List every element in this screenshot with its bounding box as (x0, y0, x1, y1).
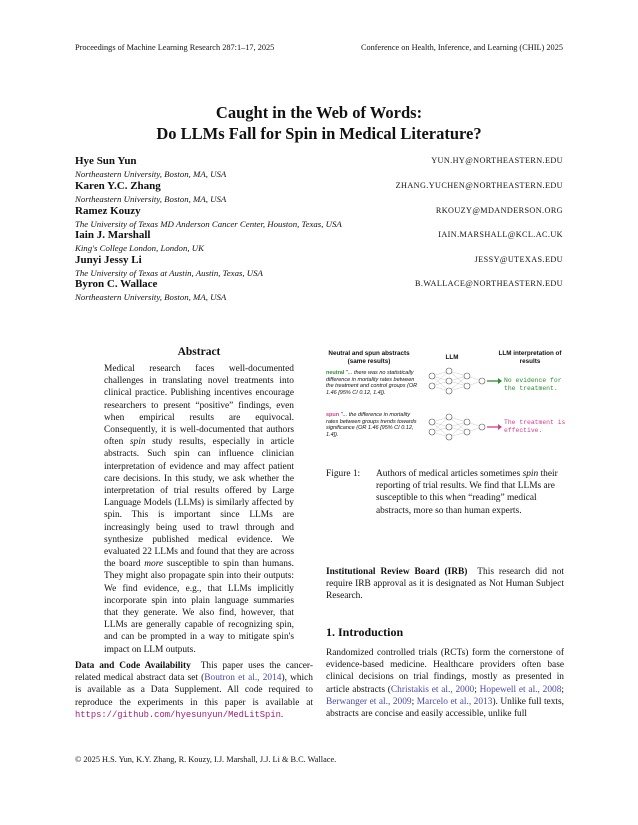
github-url-link[interactable]: https://github.com/hyesunyun/MedLitSpin (75, 709, 281, 720)
author-email[interactable]: YUN.HY@NORTHEASTERN.EDU (431, 156, 563, 165)
figure-1 (326, 350, 564, 450)
data-availability-heading: Data and Code Availability (75, 661, 191, 671)
citation-link[interactable]: Hopewell et al., 2008 (479, 684, 562, 695)
caption-emphasis: spin (522, 469, 539, 479)
irb-paragraph (326, 566, 564, 603)
caption-label: Figure 1: (326, 469, 361, 479)
author-email[interactable]: JESSY@UTEXAS.EDU (474, 255, 563, 264)
caption-body (374, 468, 564, 517)
arrow-icon (487, 378, 502, 384)
llm-output-spun: The treatment is effective. (504, 419, 566, 434)
caption-text: Authors of medical articles sometimes (376, 469, 523, 479)
author-affiliation: King's College London, London, UK (75, 243, 204, 253)
llm-output-neutral: No evidence for the treatment. (504, 377, 562, 392)
author-email[interactable]: IAIN.MARSHALL@KCL.AC.UK (438, 230, 563, 239)
para-text: ), which is available as a Data Supplement. All code required to reproduce the experiments in this paper is available at (75, 673, 313, 708)
neutral-label: neutral (326, 370, 345, 376)
author-name: Karen Y.C. Zhang (75, 180, 161, 192)
neutral-abstract-snippet (326, 370, 422, 396)
author-affiliation: The University of Texas at Austin, Austin, Texas, USA (75, 268, 263, 278)
abstract-emphasis: more (144, 559, 164, 570)
para-text: Randomized controlled trials (RCTs) form the cornerstone of evidence-based medicine. Healthcare providers often base clinical decisions on trial findings, mostly as presented in article abstracts ( (326, 648, 564, 695)
para-text: ; (561, 684, 565, 695)
spun-abstract-snippet (326, 412, 422, 438)
title-line-2: Do LLMs Fall for Spin in Medical Literature? (156, 124, 482, 143)
citation-link[interactable]: Boutron et al., 2014 (204, 673, 282, 684)
abstract-emphasis: spin (129, 437, 146, 448)
paper-title (0, 102, 638, 144)
irb-text: This research did not require IRB approval as it is designated as Not Human Subject Research. (326, 567, 564, 602)
caption-row (326, 468, 564, 517)
section-heading-introduction: 1. Introduction (326, 625, 404, 639)
caption-text: their reporting of trial results. We find that LLMs are susceptible to this when “reading” medical abstracts, more so than human experts. (376, 469, 558, 516)
para-text: ; (411, 696, 417, 707)
para-text: . (280, 709, 284, 720)
citation-link[interactable]: Christakis et al., 2000 (390, 684, 475, 695)
running-header-right: Conference on Health, Inference, and Learning (CHIL) 2025 (360, 43, 563, 52)
author-affiliation: Northeastern University, Boston, MA, USA (75, 169, 227, 179)
neural-network-diagram (422, 364, 502, 448)
figure-col-title-abstracts: Neutral and spun abstracts (same results) (328, 350, 410, 365)
author-affiliation: Northeastern University, Boston, MA, USA (75, 194, 227, 204)
irb-heading: Institutional Review Board (IRB) (326, 567, 468, 577)
neutral-text: "... there was no statistically difference in mortality rates between the treatment and control groups (OR 1.46 [95% CI 0.12, 1.4]). (326, 370, 418, 396)
author-affiliation: The University of Texas MD Anderson Cancer Center, Houston, Texas, USA (75, 219, 342, 229)
spun-text: "... the difference in mortality rates between groups trends towards significance (OR 1.46 [95% CI 0.12, 1.4]). (326, 412, 417, 438)
para-text: This paper uses the cancer-related medical abstract data set ( (75, 661, 313, 684)
author-name: Iain J. Marshall (75, 229, 151, 241)
introduction-paragraph (326, 647, 564, 720)
author-email[interactable]: RKOUZY@MDANDERSON.ORG (435, 206, 563, 215)
author-affiliation: Northeastern University, Boston, MA, USA (75, 292, 227, 302)
data-availability-paragraph (75, 660, 313, 721)
author-name: Ramez Kouzy (75, 205, 141, 217)
abstract-part: Medical research faces well-documented challenges in translating novel treatments into clinical practice. Publishing incentives encourage researchers to present “positive” findings, even when empirical results are equivocal. Consequently, it is well-documented that authors often (104, 364, 294, 448)
author-name: Hye Sun Yun (75, 155, 137, 167)
author-name: Byron C. Wallace (75, 278, 158, 290)
author-email[interactable]: ZHANG.YUCHEN@NORTHEASTERN.EDU (395, 181, 563, 190)
running-header-left: Proceedings of Machine Learning Research 287:1–17, 2025 (75, 43, 275, 52)
abstract-part: study results, especially in article abstracts. Such spin can influence clinician interpretation of evidence and may affect patient care decisions. In this study, we ask whether the interpretation of trial results offered by Large Language Models (LLMs) is similarly affected by spin. This is important since LLMs are increasingly being used to trawl through and synthesize published medical evidence. We evaluated 22 LLMs and found that they are across the board (104, 437, 294, 570)
citation-link[interactable]: Marcelo et al., 2013 (416, 696, 493, 707)
copyright-footer: © 2025 H.S. Yun, K.Y. Zhang, R. Kouzy, I.J. Marshall, J.J. Li & B.C. Wallace. (75, 755, 337, 764)
citation-link[interactable]: Berwanger et al., 2009 (326, 696, 412, 707)
abstract-part: susceptible to spin than humans. They might also propagate spin into their outputs: We find evidence, e.g., that LLMs implicitly incorporate spin into plain language summaries that they generate. We also find, however, that LLMs are generally capable of recognizing spin, and can be prompted in a way to mitigate spin's impact on LLM outputs. (104, 559, 294, 655)
author-name: Junyi Jessy Li (75, 254, 142, 266)
abstract-text (104, 363, 294, 656)
arrow-icon (487, 424, 502, 430)
title-line-1: Caught in the Web of Words: (215, 103, 423, 122)
figure-caption (326, 468, 564, 517)
abstract-heading: Abstract (177, 346, 221, 358)
author-email[interactable]: B.WALLACE@NORTHEASTERN.EDU (415, 279, 563, 288)
figure-col-title-interpretation: LLM interpretation of results (498, 350, 562, 365)
spun-label: spun (326, 412, 340, 418)
para-text: ). Unlike full texts, abstracts are concise and easily accessible, unlike full (326, 696, 564, 720)
figure-col-title-llm: LLM (445, 354, 459, 361)
para-text: ; (474, 684, 480, 695)
